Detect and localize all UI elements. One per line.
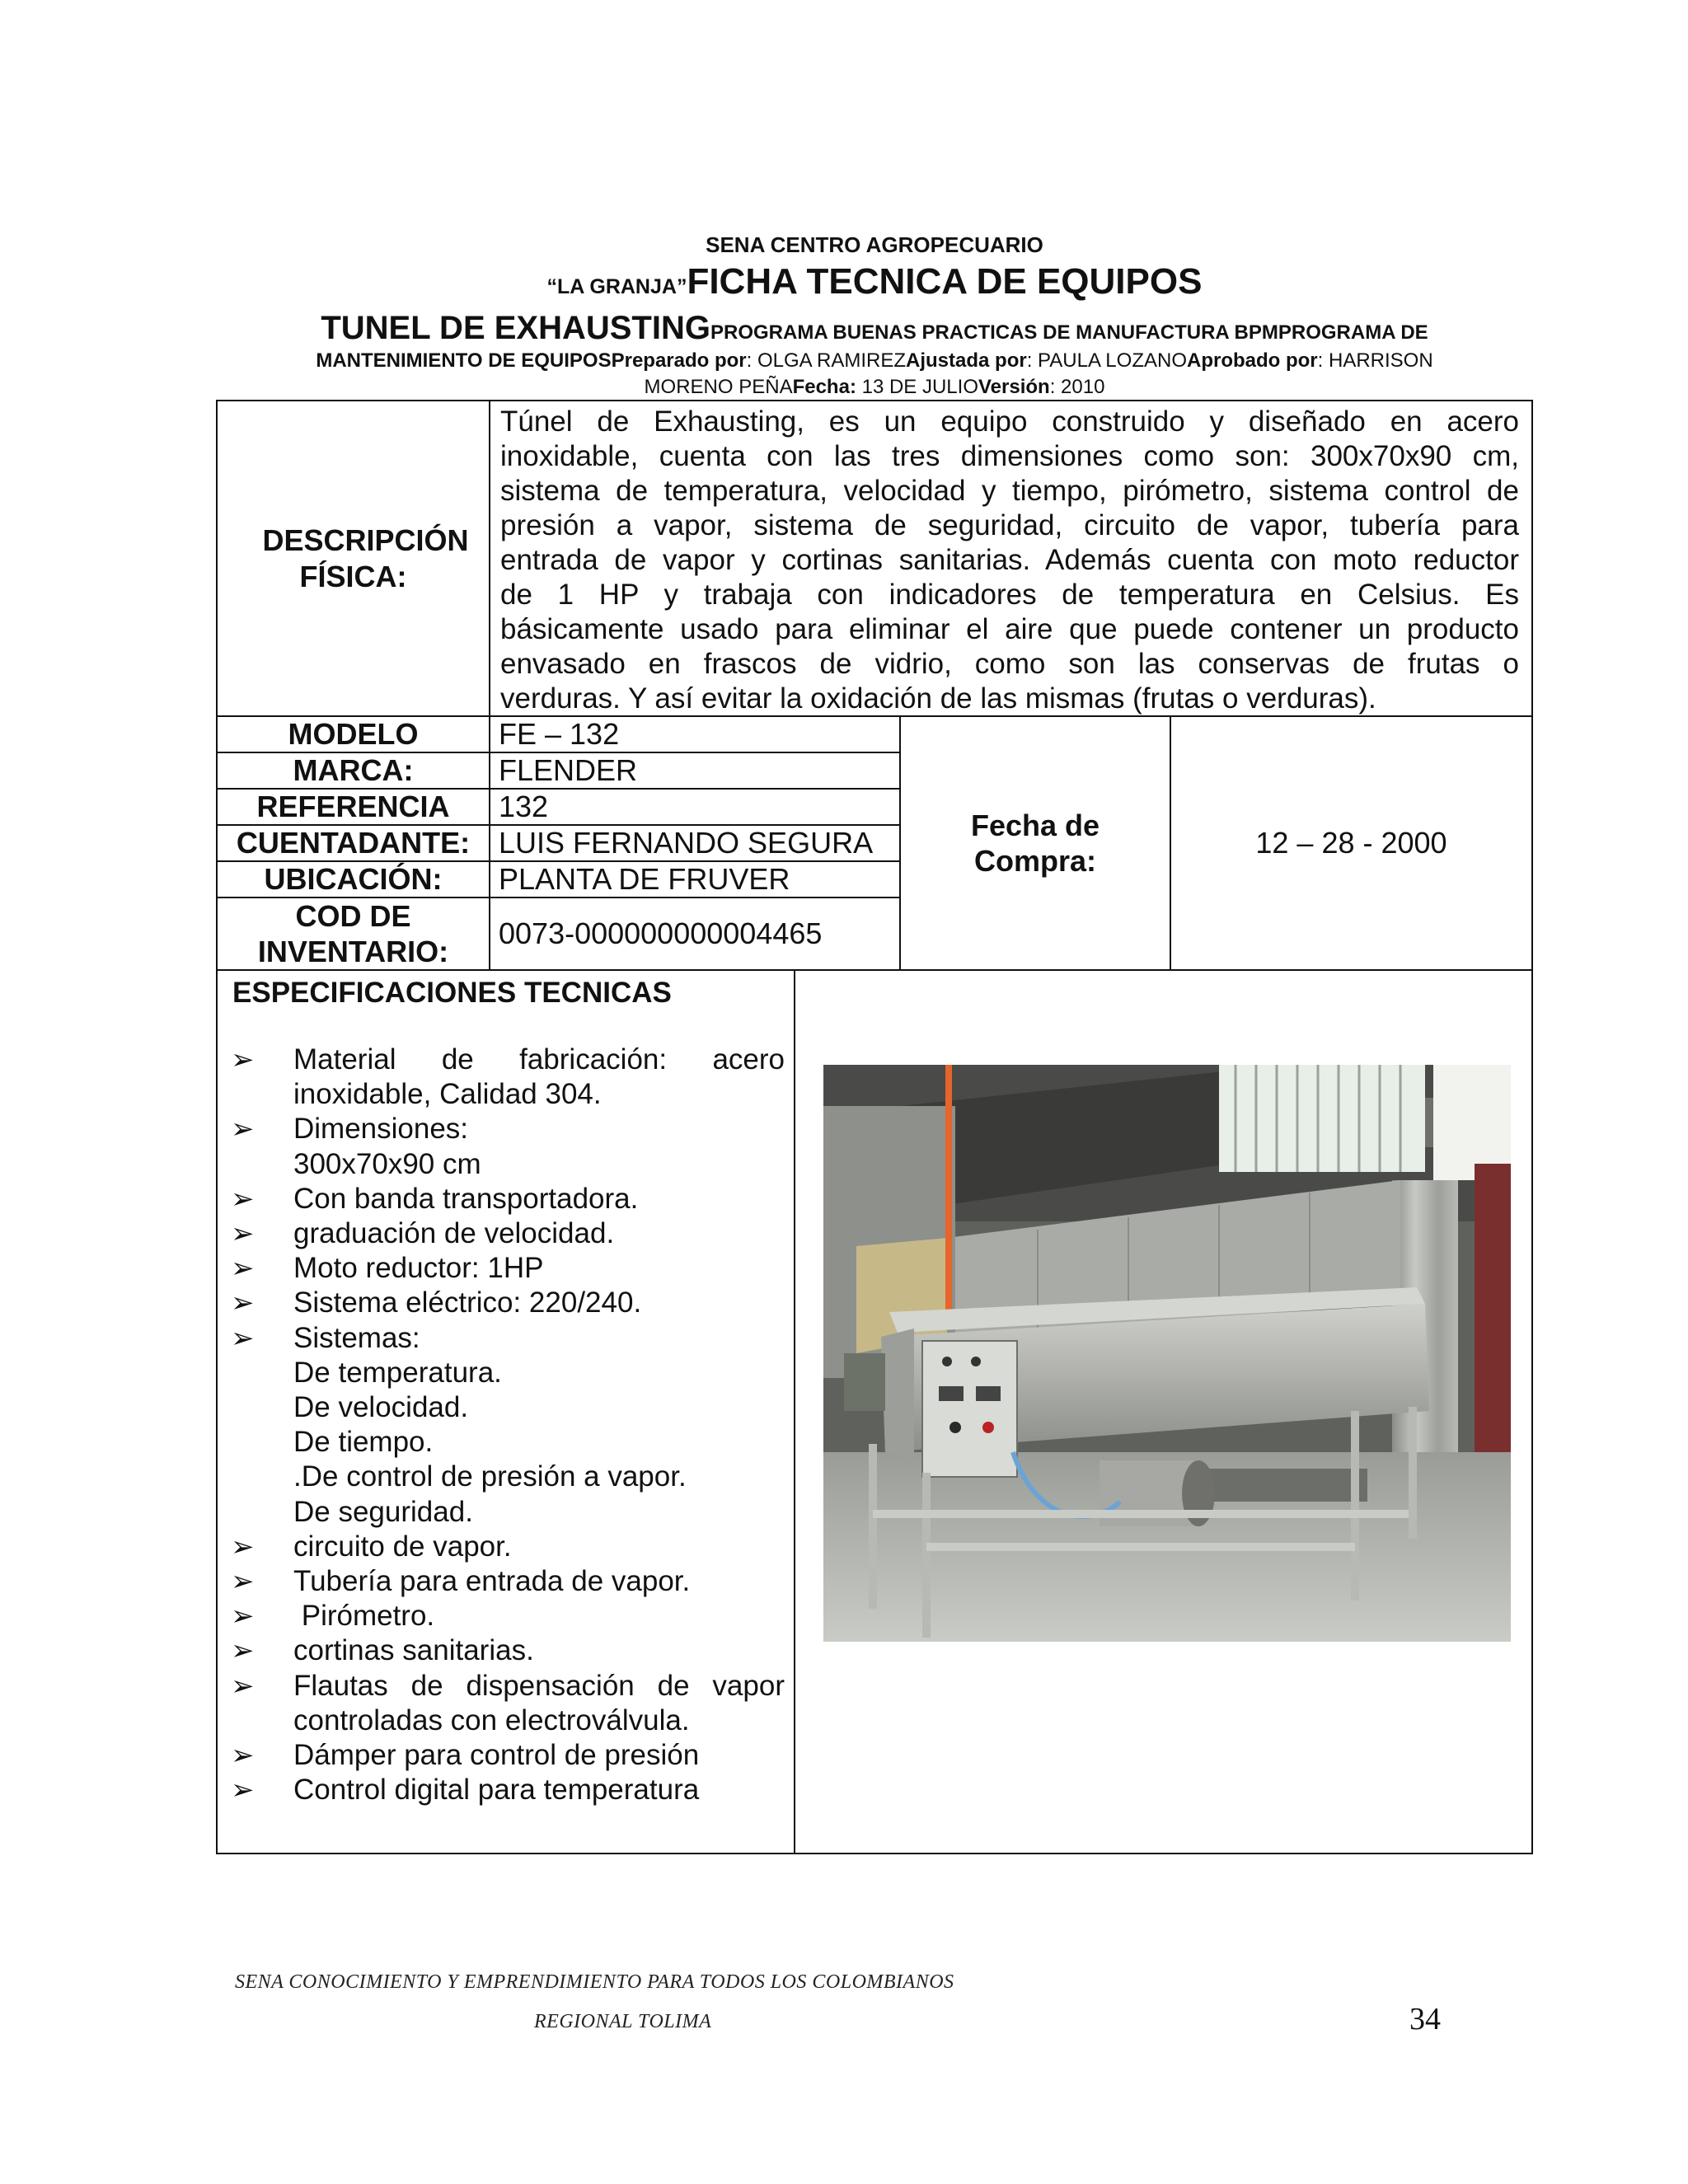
arrow-bullet-icon: ➢ xyxy=(231,1322,255,1354)
equipment-photo xyxy=(823,1065,1511,1642)
spec-title: ESPECIFICACIONES TECNICAS xyxy=(232,977,672,1009)
spec-item xyxy=(231,1251,785,1286)
arrow-bullet-icon: ➢ xyxy=(231,1566,255,1598)
referencia-label-cell: REFERENCIA xyxy=(216,788,490,826)
spec-item xyxy=(231,1286,785,1320)
spec-item-text: Moto reductor: 1HP xyxy=(293,1252,544,1285)
spec-item xyxy=(231,1182,785,1216)
spec-item-text: De seguridad. xyxy=(293,1495,473,1528)
programa-text: PROGRAMA BUENAS PRACTICAS DE MANUFACTURA BPMPROGRAMA DE xyxy=(710,321,1428,344)
granja-label: “LA GRANJA” xyxy=(546,275,687,298)
cod-value-cell: 0073-000000000004465 xyxy=(489,897,901,971)
footer-line2: REGIONAL TOLIMA xyxy=(534,2011,712,2032)
spec-item xyxy=(231,1773,785,1807)
arrow-bullet-icon: ➢ xyxy=(231,1601,255,1633)
descripcion-text xyxy=(500,405,1519,716)
cod-label-cell: COD DE INVENTARIO: xyxy=(216,897,490,971)
spec-item-text: De temperatura. xyxy=(293,1356,502,1389)
descripcion-line: básicamente usado para eliminar el aire que puede contener un producto xyxy=(500,613,1519,645)
spec-list xyxy=(231,1043,785,1807)
descripcion-line: verduras. Y así evitar la oxidación de las mismas (frutas o verduras). xyxy=(500,682,1376,715)
spec-item xyxy=(231,1425,785,1460)
spec-item-text: controladas con electroválvula. xyxy=(293,1704,690,1736)
spec-item xyxy=(231,1321,785,1356)
spec-item xyxy=(231,1633,785,1668)
cuentadante-label-cell: CUENTADANTE: xyxy=(216,824,490,862)
document-title xyxy=(216,261,1533,302)
descripcion-line: Túnel de Exhausting, es un equipo construido y diseñado en acero xyxy=(500,405,1519,438)
arrow-bullet-icon: ➢ xyxy=(231,1218,255,1250)
modelo-label-cell: MODELO xyxy=(216,715,490,753)
spec-item-text: Sistema eléctrico: 220/240. xyxy=(293,1286,642,1319)
page-number: 34 xyxy=(1409,2002,1441,2036)
spec-item-text: Sistemas: xyxy=(293,1321,420,1354)
arrow-bullet-icon: ➢ xyxy=(231,1635,255,1667)
descripcion-line: envasado en frascos de vidrio, como son las conservas de frutas o xyxy=(500,648,1519,680)
marca-label-cell: MARCA: xyxy=(216,752,490,790)
spec-item xyxy=(231,1390,785,1425)
spec-item-text: De velocidad. xyxy=(293,1391,469,1424)
equipment-name: TUNEL DE EXHAUSTING xyxy=(321,310,710,346)
spec-item xyxy=(231,1147,785,1182)
fecha-compra-label-cell: Fecha de Compra: xyxy=(899,715,1171,971)
spec-item-text: Flautas de dispensación de vapor xyxy=(293,1669,785,1702)
spec-item-text: 300x70x90 cm xyxy=(293,1147,481,1180)
credits-line: MANTENIMIENTO DE EQUIPOSPreparado por: OLGA RAMIREZAjustada por: PAULA LOZANOAprobado por: HARRISON xyxy=(316,349,1433,372)
arrow-bullet-icon: ➢ xyxy=(231,1740,255,1772)
footer-line1: SENA CONOCIMIENTO Y EMPRENDIMIENTO PARA TODOS LOS COLOMBIANOS xyxy=(235,1971,954,1993)
spec-item-text: Control digital para temperatura xyxy=(293,1774,700,1807)
spec-item xyxy=(231,1669,785,1738)
spec-item-text: inoxidable, Calidad 304. xyxy=(293,1078,602,1111)
spec-item-text: De tiempo. xyxy=(293,1426,434,1459)
equipment-title-line xyxy=(216,312,1533,344)
descripcion-line: presión a vapor, sistema de seguridad, circuito de vapor, tubería para xyxy=(500,509,1519,541)
arrow-bullet-icon: ➢ xyxy=(231,1670,255,1702)
spec-item xyxy=(231,1495,785,1530)
ubicacion-label-cell: UBICACIÓN: xyxy=(216,860,490,898)
ficha-title: FICHA TECNICA DE EQUIPOS xyxy=(687,261,1203,302)
referencia-value-cell: 132 xyxy=(489,788,901,826)
cuentadante-value-cell: LUIS FERNANDO SEGURA xyxy=(489,824,901,862)
arrow-bullet-icon: ➢ xyxy=(231,1044,255,1076)
spec-item-text: Pirómetro. xyxy=(293,1600,435,1633)
descripcion-label-cell xyxy=(216,400,490,717)
modelo-value-cell: FE – 132 xyxy=(489,715,901,753)
spec-item xyxy=(231,1564,785,1599)
spec-item-text: Tubería para entrada de vapor. xyxy=(293,1565,691,1598)
spec-item xyxy=(231,1599,785,1633)
spec-item-text: cortinas sanitarias. xyxy=(293,1634,534,1667)
spec-item xyxy=(231,1043,785,1112)
descripcion-line: sistema de temperatura, velocidad y tiempo, pirómetro, sistema control de xyxy=(500,475,1519,507)
date-version-line: MORENO PEÑAFecha: 13 DE JULIOVersión: 2010 xyxy=(644,376,1105,398)
spec-item xyxy=(231,1112,785,1146)
ubicacion-value-cell: PLANTA DE FRUVER xyxy=(489,860,901,898)
marca-value-cell: FLENDER xyxy=(489,752,901,790)
spec-item-text: Con banda transportadora. xyxy=(293,1182,639,1215)
arrow-bullet-icon: ➢ xyxy=(231,1253,255,1285)
arrow-bullet-icon: ➢ xyxy=(231,1530,255,1563)
spec-item xyxy=(231,1356,785,1390)
spec-item-text: Dámper para control de presión xyxy=(293,1739,700,1772)
spec-item xyxy=(231,1530,785,1564)
institution-name: SENA CENTRO AGROPECUARIO xyxy=(706,232,1043,257)
descripcion-label: DESCRIPCIÓN FÍSICA: xyxy=(262,523,469,593)
arrow-bullet-icon: ➢ xyxy=(231,1774,255,1807)
spec-item-text: graduación de velocidad. xyxy=(293,1217,615,1250)
spec-item xyxy=(231,1460,785,1494)
spec-item xyxy=(231,1216,785,1251)
descripcion-line: entrada de vapor y cortinas sanitarias. Además cuenta con moto reductor xyxy=(500,544,1519,576)
descripcion-line: de 1 HP y trabaja con indicadores de temperatura en Celsius. Es xyxy=(500,579,1519,611)
fecha-compra-value-cell: 12 – 28 - 2000 xyxy=(1170,715,1533,971)
arrow-bullet-icon: ➢ xyxy=(231,1113,255,1146)
spec-item xyxy=(231,1738,785,1773)
spec-item-text: circuito de vapor. xyxy=(293,1530,512,1563)
descripcion-line: inoxidable, cuenta con las tres dimensiones como son: 300x70x90 cm, xyxy=(500,440,1519,472)
arrow-bullet-icon: ➢ xyxy=(231,1287,255,1319)
arrow-bullet-icon: ➢ xyxy=(231,1183,255,1215)
spec-item-text: Material de fabricación: acero xyxy=(293,1043,785,1076)
spec-item-text: Dimensiones: xyxy=(293,1113,469,1146)
spec-item-text: .De control de presión a vapor. xyxy=(293,1460,687,1493)
